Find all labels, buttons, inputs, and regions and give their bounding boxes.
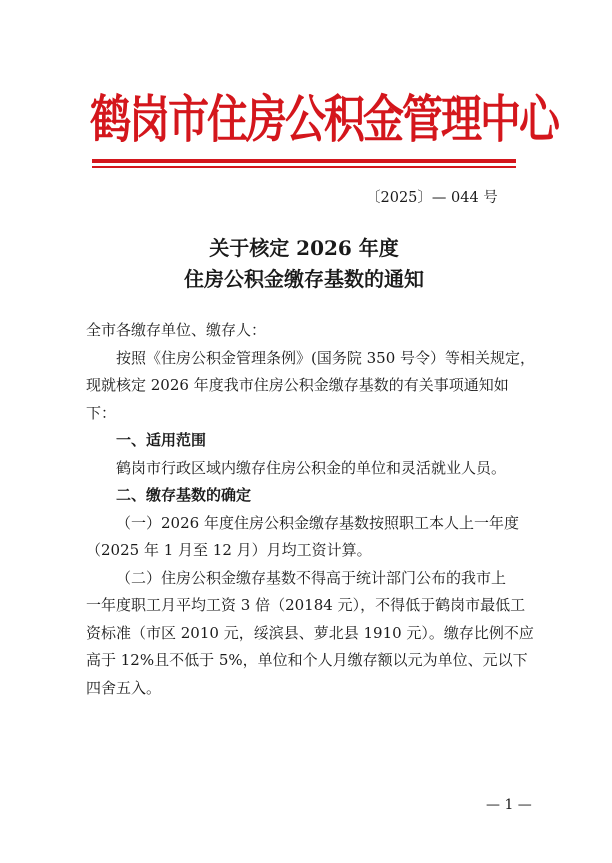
intro-line-2: 现就核定 2026 年度我市住房公积金缴存基数的有关事项通知如 xyxy=(86,376,509,394)
salutation: 全市各缴存单位、缴存人： xyxy=(86,321,267,339)
red-divider-thin xyxy=(92,166,516,168)
section-2-item-1-line-1: （一）2026 年度住房公积金缴存基数按照职工本人上一年度 xyxy=(116,513,519,532)
org-title: 鹤岗市住房公积金管理中心 xyxy=(90,89,558,150)
section-2-item-2-line-5: 四舍五入。 xyxy=(86,678,162,697)
section-1-text: 鹤岗市行政区域内缴存住房公积金的单位和灵活就业人员。 xyxy=(116,458,507,477)
section-2-item-2-line-4: 高于 12%且不低于 5%，单位和个人月缴存额以元为单位、元以下 xyxy=(86,651,528,669)
section-1-title: 一、适用范围 xyxy=(116,431,207,449)
document-body xyxy=(86,317,536,702)
page-number: — 1 — xyxy=(486,797,532,813)
section-2-item-2-line-2: 一年度职工月平均工资 3 倍（20184 元），不得低于鹤岗市最低工 xyxy=(86,596,526,614)
section-2-item-1-line-2: （2025 年 1 月至 12 月）月均工资计算。 xyxy=(86,541,372,559)
title-line-2: 住房公积金缴存基数的通知 xyxy=(184,267,424,291)
intro-line-3: 下： xyxy=(86,403,117,422)
document-number: 〔2025〕— 044 号 xyxy=(366,190,498,206)
section-2-title: 二、缴存基数的确定 xyxy=(116,486,252,504)
section-2-item-2-line-3: 资标准（市区 2010 元，绥滨县、萝北县 1910 元）。缴存比例不应 xyxy=(86,623,534,642)
intro-line-1: 按照《住房公积金管理条例》(国务院 350 号令）等相关规定， xyxy=(116,348,536,367)
red-divider-thick xyxy=(92,159,516,163)
section-2-item-2-line-1: （二）住房公积金缴存基数不得高于统计部门公布的我市上 xyxy=(116,568,507,587)
title-line-1: 关于核定 2026 年度 xyxy=(209,236,399,260)
